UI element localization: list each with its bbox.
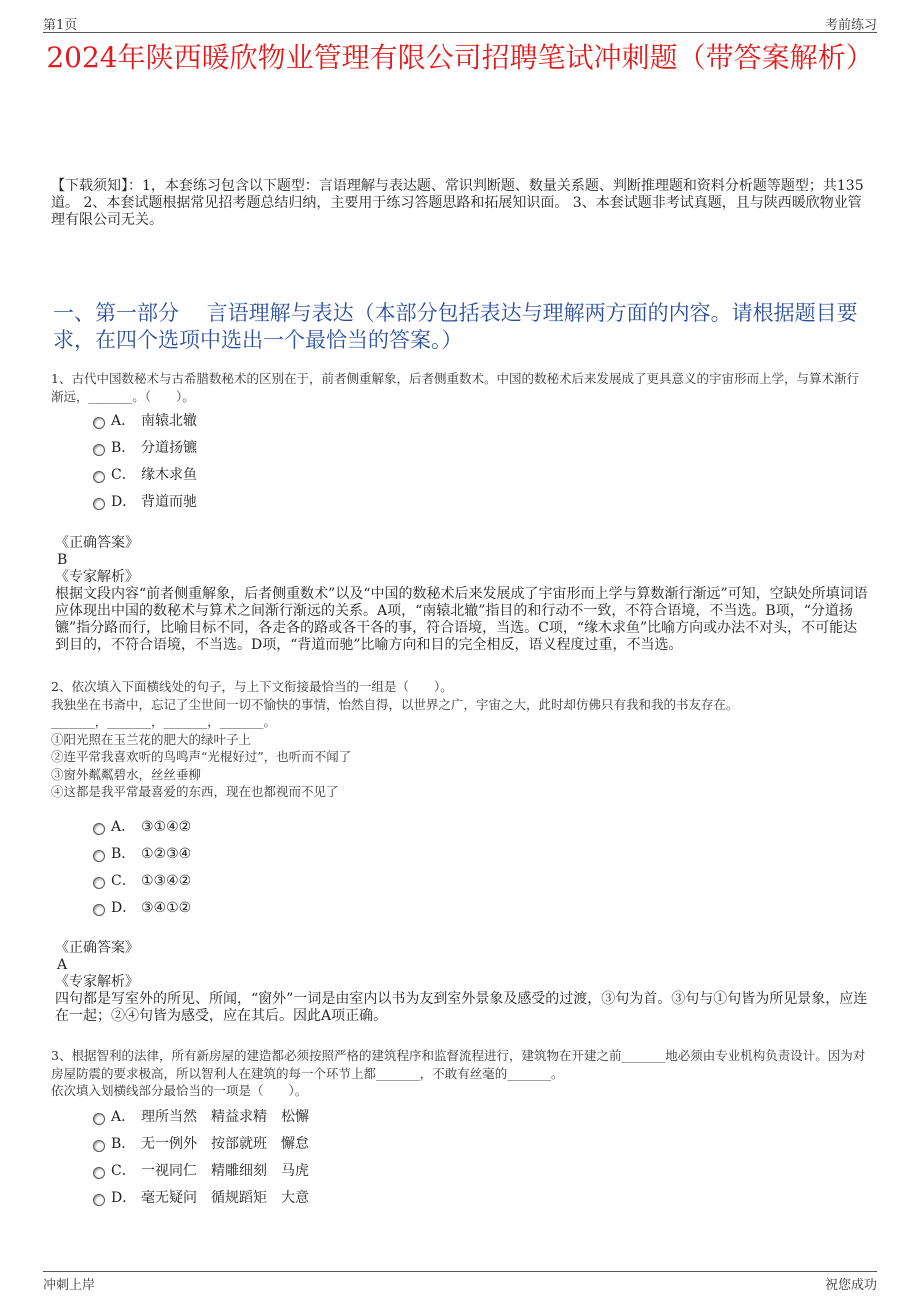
option-c[interactable]: C． 一视同仁 精雕细刻 马虎 <box>93 1161 309 1188</box>
page-header <box>43 12 877 33</box>
page-footer <box>43 1271 877 1294</box>
download-notice: 【下载须知】：1，本套练习包含以下题型：言语理解与表达题、常识判断题、数量关系题、判断推理题和资料分析题等题型；共135道。 2、本套试题根据常见招考题总结归纳，主要用于练习答题思路和拓展知识面。 3、本套试题非考试真题，且与陕西暖欣物业管理有限公司无关。 <box>51 178 864 228</box>
radio-icon[interactable] <box>93 471 105 483</box>
header-tag: 考前练习 <box>824 18 877 33</box>
question-2-answer-block <box>55 940 870 1025</box>
question-3-options <box>93 1107 309 1215</box>
answer-value: B <box>57 552 68 568</box>
option-c[interactable]: C． 缘木求鱼 <box>93 465 197 492</box>
question-2-stem: 2、依次填入下面横线处的句子，与上下文衔接最恰当的一组是（ ）。 我独坐在书斋中，忘记了尘世间一切不愉快的事情，怡然自得，以世界之广，宇宙之大，此时却仿佛只有我和我的书友存在。 _______，_______，_______，_______。 ①阳光照在玉兰花的肥大的绿叶子上 ②连平常我喜欢听的鸟鸣声“光棍好过”，也听而不闻了 ③窗外粼粼碧水，丝丝垂柳 ④这都是我平常最喜爱的东西，现在也都视而不见了 <box>51 679 739 799</box>
radio-icon[interactable] <box>93 850 105 862</box>
analysis-label: 《专家解析》 <box>55 569 139 585</box>
answer-label: 《正确答案》 <box>55 940 139 956</box>
radio-icon[interactable] <box>93 1167 105 1179</box>
footer-left-text: 冲刺上岸 <box>43 1278 96 1293</box>
analysis-text: 四句都是写室外的所见、所闻，“窗外”一词是由室内以书为友到室外景象及感受的过渡，③句为首。③句与①句皆为所见景象，应连在一起；②④句皆为感受，应在其后。因此A项正确。 <box>55 991 868 1024</box>
radio-icon[interactable] <box>93 877 105 889</box>
page-number: 第1页 <box>43 18 78 33</box>
question-1-answer-block <box>55 535 870 654</box>
question-1-stem: 1、古代中国数秘术与古希腊数秘术的区别在于，前者侧重解象，后者侧重数术。中国的数秘术后来发展成了更具意义的宇宙形而上学，与算术渐行渐远，_______。（ ）。 <box>51 371 859 404</box>
answer-label: 《正确答案》 <box>55 535 139 551</box>
analysis-label: 《专家解析》 <box>55 974 139 990</box>
option-a[interactable]: A． 理所当然 精益求精 松懈 <box>93 1107 309 1134</box>
question-1-options <box>93 411 197 519</box>
option-b[interactable]: B． ①②③④ <box>93 844 191 871</box>
radio-icon[interactable] <box>93 1194 105 1206</box>
radio-icon[interactable] <box>93 417 105 429</box>
radio-icon[interactable] <box>93 498 105 510</box>
option-b[interactable]: B． 分道扬镳 <box>93 438 197 465</box>
radio-icon[interactable] <box>93 444 105 456</box>
option-c[interactable]: C． ①③④② <box>93 871 191 898</box>
option-b[interactable]: B． 无一例外 按部就班 懈怠 <box>93 1134 309 1161</box>
radio-icon[interactable] <box>93 1113 105 1125</box>
option-a[interactable]: A． ③①④② <box>93 817 191 844</box>
page-title: 2024年陕西暖欣物业管理有限公司招聘笔试冲刺题（带答案解析） <box>46 41 874 74</box>
analysis-text: 根据文段内容“前者侧重解象，后者侧重数术”以及“中国的数秘术后来发展成了宇宙形而上学与算数渐行渐远”可知，空缺处所填词语应体现出中国的数秘术与算术之间渐行渐远的关系。A项，“南辕北辙”指目的和行动不一致，不符合语境，不当选。B项，“分道扬镳”指分路而行，比喻目标不同，各走各的路或各干各的事，符合语境，当选。C项，“缘木求鱼”比喻方向或办法不对头，不可能达到目的，不符合语境，不当选。D项，“背道而驰”比喻方向和目的完全相反，语义程度过重，不当选。 <box>55 586 868 653</box>
radio-icon[interactable] <box>93 823 105 835</box>
question-3-stem: 3、根据智利的法律，所有新房屋的建造都必须按照严格的建筑程序和监督流程进行，建筑物在开建之前_______地必须由专业机构负责设计。因为对房屋防震的要求极高，所以智利人在建筑的每一个环节上都_______，不敢有丝毫的_______。 依次填入划横线部分最恰当的一项是（ ）。 <box>51 1048 866 1098</box>
option-d[interactable]: D． ③④①② <box>93 898 191 925</box>
section-heading: 一、第一部分 言语理解与表达（本部分包括表达与理解两方面的内容。请根据题目要求，在四个选项中选出一个最恰当的答案。） <box>53 301 858 352</box>
radio-icon[interactable] <box>93 904 105 916</box>
option-d[interactable]: D． 背道而驰 <box>93 492 197 519</box>
radio-icon[interactable] <box>93 1140 105 1152</box>
option-d[interactable]: D． 毫无疑问 循规蹈矩 大意 <box>93 1188 309 1215</box>
option-a[interactable]: A． 南辕北辙 <box>93 411 197 438</box>
answer-value: A <box>57 957 68 973</box>
question-2-options <box>93 817 191 925</box>
footer-right-text: 祝您成功 <box>824 1278 877 1293</box>
